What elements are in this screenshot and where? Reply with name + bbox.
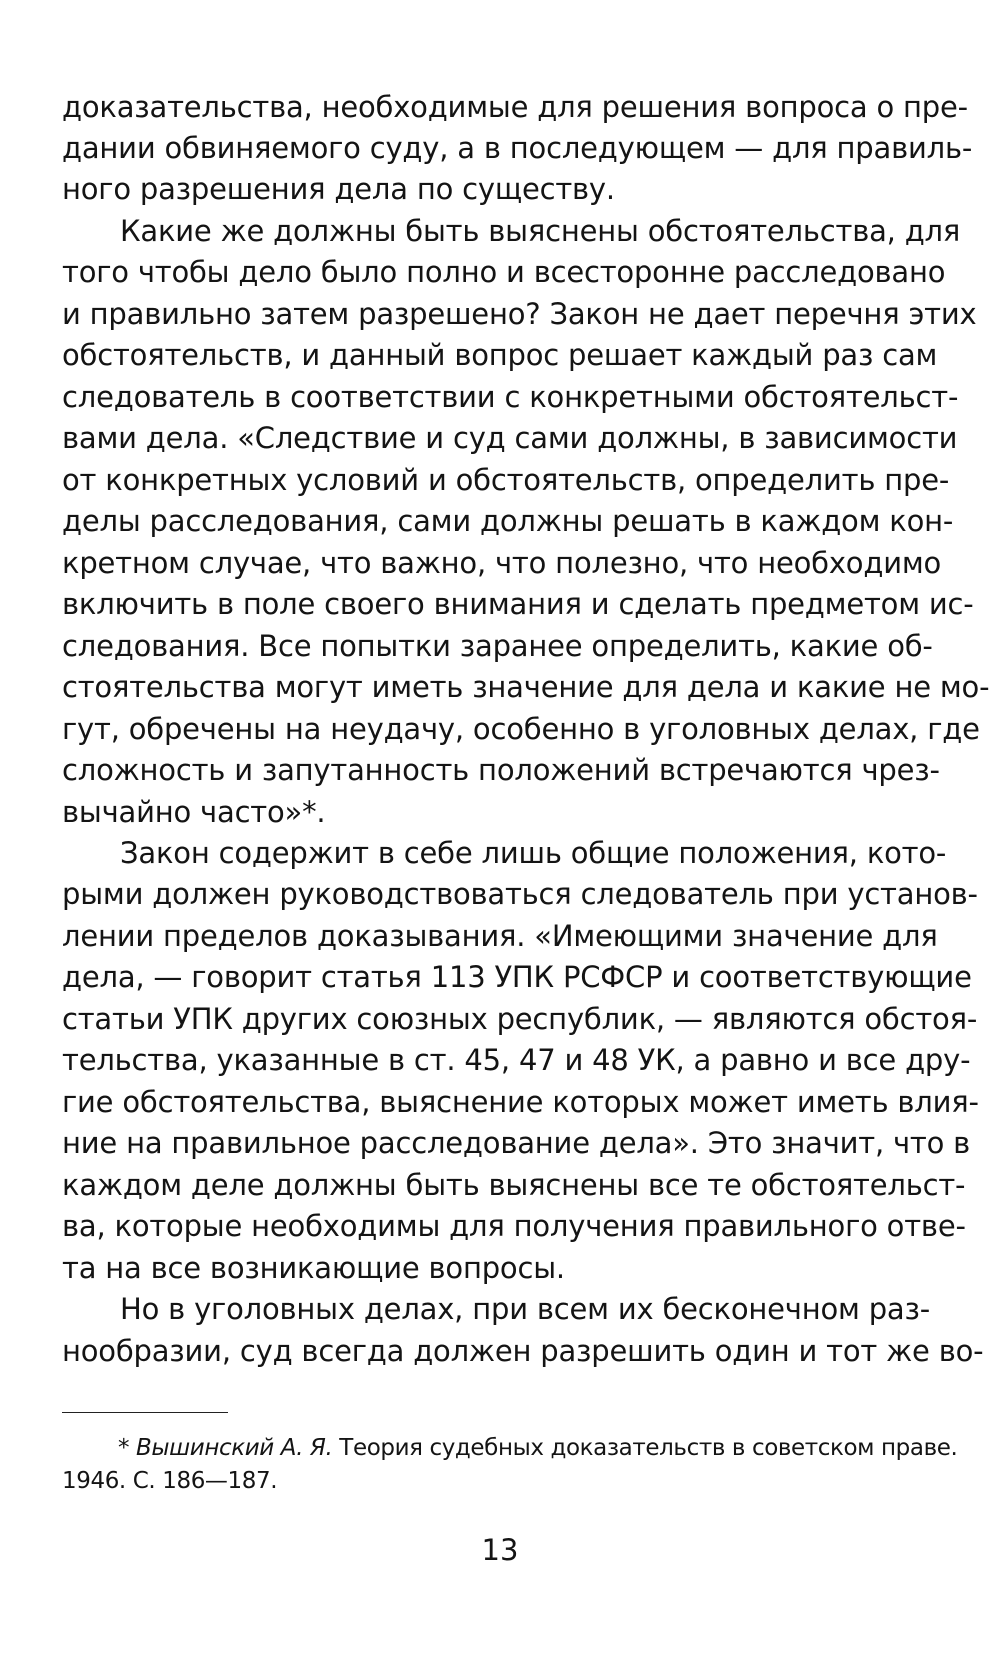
text-line: лении пределов доказывания. «Имеющими значение для — [62, 919, 938, 953]
text-line: ва, которые необходимы для получения правильного отве- — [62, 1209, 966, 1243]
page-number: 13 — [481, 1533, 519, 1567]
text-line: включить в поле своего внимания и сделать предметом ис- — [62, 587, 974, 621]
footnote-author: Вышинский А. Я. — [136, 1435, 333, 1461]
text-line: та на все возникающие вопросы. — [62, 1251, 565, 1285]
text-line: кретном случае, что важно, что полезно, что необходимо — [62, 546, 942, 580]
footnote-marker: * — [118, 1435, 137, 1461]
text-line: ние на правильное расследование дела». Это значит, что в — [62, 1126, 971, 1160]
text-line: статьи УПК других союзных республик, — являются обстоя- — [62, 1002, 978, 1036]
text-line: обстоятельств, и данный вопрос решает каждый раз сам — [62, 338, 938, 372]
text-line: того чтобы дело было полно и всесторонне расследовано — [62, 255, 946, 289]
text-line: вычайно часто»*. — [62, 795, 326, 829]
footnote-divider — [62, 1412, 228, 1413]
text-line: ного разрешения дела по существу. — [62, 172, 615, 206]
footnote-citation — [118, 1432, 957, 1464]
footnote-title: Теория судебных доказательств в советском праве. — [332, 1435, 958, 1461]
text-line: гие обстоятельства, выяснение которых может иметь влия- — [62, 1085, 979, 1119]
text-line: доказательства, необходимые для решения вопроса о пре- — [62, 90, 968, 124]
text-line: Но в уголовных делах, при всем их бесконечном раз- — [120, 1292, 930, 1326]
text-line: стоятельства могут иметь значение для дела и какие не мо- — [62, 670, 990, 704]
text-line: тельства, указанные в ст. 45, 47 и 48 УК, а равно и все дру- — [62, 1043, 971, 1077]
text-line: Какие же должны быть выяснены обстоятельства, для — [120, 214, 961, 248]
text-line: от конкретных условий и обстоятельств, определить пре- — [62, 463, 950, 497]
footnote-pages: 1946. С. 186—187. — [62, 1468, 278, 1494]
text-line: нообразии, суд всегда должен разрешить один и тот же во- — [62, 1334, 984, 1368]
text-line: и правильно затем разрешено? Закон не дает перечня этих — [62, 297, 977, 331]
text-line: сложность и запутанность положений встречаются чрез- — [62, 753, 940, 787]
text-line: следования. Все попытки заранее определить, какие об- — [62, 629, 933, 663]
text-line: делы расследования, сами должны решать в каждом кон- — [62, 504, 954, 538]
text-line: дела, — говорит статья 113 УПК РСФСР и соответствующие — [62, 960, 972, 994]
text-line: вами дела. «Следствие и суд сами должны, в зависимости — [62, 421, 958, 455]
text-line: Закон содержит в себе лишь общие положения, кото- — [120, 836, 947, 870]
text-line: каждом деле должны быть выяснены все те обстоятельст- — [62, 1168, 966, 1202]
text-line: дании обвиняемого суду, а в последующем — для правиль- — [62, 131, 973, 165]
text-line: следователь в соответствии с конкретными обстоятельст- — [62, 380, 959, 414]
text-line: гут, обречены на неудачу, особенно в уголовных делах, где — [62, 712, 980, 746]
text-line: рыми должен руководствоваться следователь при установ- — [62, 877, 978, 911]
